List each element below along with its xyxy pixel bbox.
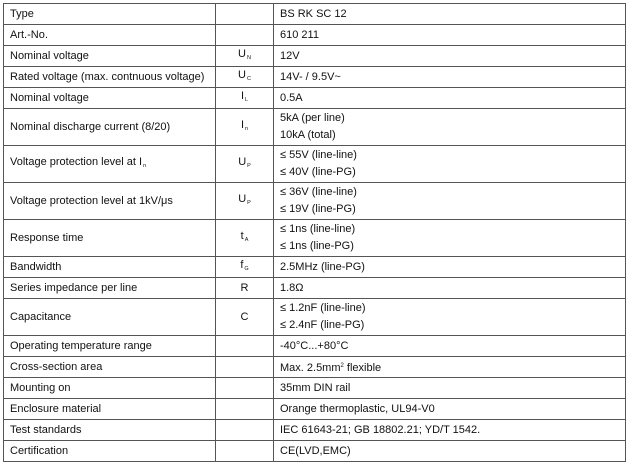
symbol: U xyxy=(238,68,246,81)
symbol: R xyxy=(240,281,249,294)
symbol-cell xyxy=(216,357,274,378)
symbol-cell xyxy=(216,299,274,336)
label-cell: Cross-section area xyxy=(4,357,216,378)
symbol-cell xyxy=(216,183,274,220)
symbol-subscript: P xyxy=(247,199,251,206)
table-row xyxy=(4,278,626,299)
symbol: t xyxy=(240,229,244,242)
symbol-cell xyxy=(216,146,274,183)
symbol-subscript: n xyxy=(245,125,249,132)
symbol-subscript: A xyxy=(244,236,249,243)
label-text: Voltage protection level at I xyxy=(10,155,143,168)
symbol: f xyxy=(240,258,244,271)
value-cell xyxy=(274,357,626,378)
table-row xyxy=(4,146,626,183)
symbol-cell xyxy=(216,378,274,399)
value-cell: Orange thermoplastic, UL94-V0 xyxy=(274,399,626,420)
symbol-cell xyxy=(216,67,274,88)
symbol: U xyxy=(238,155,247,168)
value-line: ≤ 1ns (line-line) xyxy=(280,223,356,235)
value-line: 10kA (total) xyxy=(280,129,336,141)
table-row xyxy=(4,4,626,25)
symbol-subscript: L xyxy=(245,96,249,103)
label-cell: Nominal voltage xyxy=(4,88,216,109)
label-cell: Capacitance xyxy=(4,299,216,336)
value-cell: IEC 61643-21; GB 18802.21; YD/T 1542. xyxy=(274,420,626,441)
table-row xyxy=(4,299,626,336)
value-cell: BS RK SC 12 xyxy=(274,4,626,25)
symbol-cell xyxy=(216,420,274,441)
symbol-cell xyxy=(216,257,274,278)
label-cell: Voltage protection level at 1kV/μs xyxy=(4,183,216,220)
value-cell: 1.8Ω xyxy=(274,278,626,299)
label-cell: Art.-No. xyxy=(4,25,216,46)
value-cell xyxy=(274,299,626,336)
symbol: I xyxy=(240,89,244,102)
symbol-cell xyxy=(216,278,274,299)
label-cell: Nominal voltage xyxy=(4,46,216,67)
value-line: ≤ 55V (line-line) xyxy=(280,149,357,161)
symbol-subscript: P xyxy=(247,162,251,169)
symbol-cell xyxy=(216,88,274,109)
table-row xyxy=(4,220,626,257)
symbol-cell xyxy=(216,441,274,462)
label-cell: Nominal discharge current (8/20) xyxy=(4,109,216,146)
label-cell: Bandwidth xyxy=(4,257,216,278)
table-row xyxy=(4,399,626,420)
value-cell xyxy=(274,146,626,183)
value-line: 5kA (per line) xyxy=(280,112,345,124)
symbol-cell xyxy=(216,46,274,67)
symbol: U xyxy=(238,47,246,60)
value-line: ≤ 36V (line-line) xyxy=(280,186,357,198)
spec-table xyxy=(3,3,626,462)
table-row xyxy=(4,257,626,278)
value-text: Max. 2.5mm xyxy=(280,361,341,374)
symbol: U xyxy=(238,192,247,205)
label-cell: Certification xyxy=(4,441,216,462)
symbol-cell xyxy=(216,4,274,25)
value-cell: CE(LVD,EMC) xyxy=(274,441,626,462)
symbol-subscript: G xyxy=(244,265,249,272)
table-row xyxy=(4,25,626,46)
label-cell: Operating temperature range xyxy=(4,336,216,357)
value-line: ≤ 1.2nF (line-line) xyxy=(280,302,366,314)
label-cell xyxy=(4,146,216,183)
value-cell: 12V xyxy=(274,46,626,67)
symbol: I xyxy=(240,118,244,131)
symbol-subscript: N xyxy=(246,54,251,61)
symbol: C xyxy=(240,310,249,323)
label-cell: Mounting on xyxy=(4,378,216,399)
label-cell: Rated voltage (max. contnuous voltage) xyxy=(4,67,216,88)
symbol-cell xyxy=(216,399,274,420)
label-subscript: n xyxy=(143,162,147,169)
table-row xyxy=(4,88,626,109)
symbol-cell xyxy=(216,25,274,46)
value-cell: 14V- / 9.5V~ xyxy=(274,67,626,88)
value-line: ≤ 2.4nF (line-PG) xyxy=(280,319,365,331)
label-cell: Enclosure material xyxy=(4,399,216,420)
label-cell: Series impedance per line xyxy=(4,278,216,299)
value-line: ≤ 1ns (line-PG) xyxy=(280,240,354,252)
label-cell: Response time xyxy=(4,220,216,257)
table-row xyxy=(4,109,626,146)
value-line: ≤ 19V (line-PG) xyxy=(280,203,356,215)
value-cell: -40°C...+80°C xyxy=(274,336,626,357)
label-cell: Type xyxy=(4,4,216,25)
value-cell: 610 211 xyxy=(274,25,626,46)
value-superscript: 2 xyxy=(340,362,344,369)
table-row xyxy=(4,378,626,399)
value-line: ≤ 40V (line-PG) xyxy=(280,166,356,178)
value-cell: 0.5A xyxy=(274,88,626,109)
symbol-cell xyxy=(216,109,274,146)
value-cell: 2.5MHz (line-PG) xyxy=(274,257,626,278)
symbol-subscript: C xyxy=(246,75,251,82)
table-row xyxy=(4,441,626,462)
table-row xyxy=(4,420,626,441)
value-cell xyxy=(274,109,626,146)
label-cell: Test standards xyxy=(4,420,216,441)
value-text-rest: flexible xyxy=(343,361,382,374)
value-cell xyxy=(274,183,626,220)
table-row xyxy=(4,336,626,357)
table-row xyxy=(4,357,626,378)
value-cell: 35mm DIN rail xyxy=(274,378,626,399)
table-row xyxy=(4,46,626,67)
symbol-cell xyxy=(216,336,274,357)
table-row xyxy=(4,67,626,88)
table-row xyxy=(4,183,626,220)
value-cell xyxy=(274,220,626,257)
symbol-cell xyxy=(216,220,274,257)
